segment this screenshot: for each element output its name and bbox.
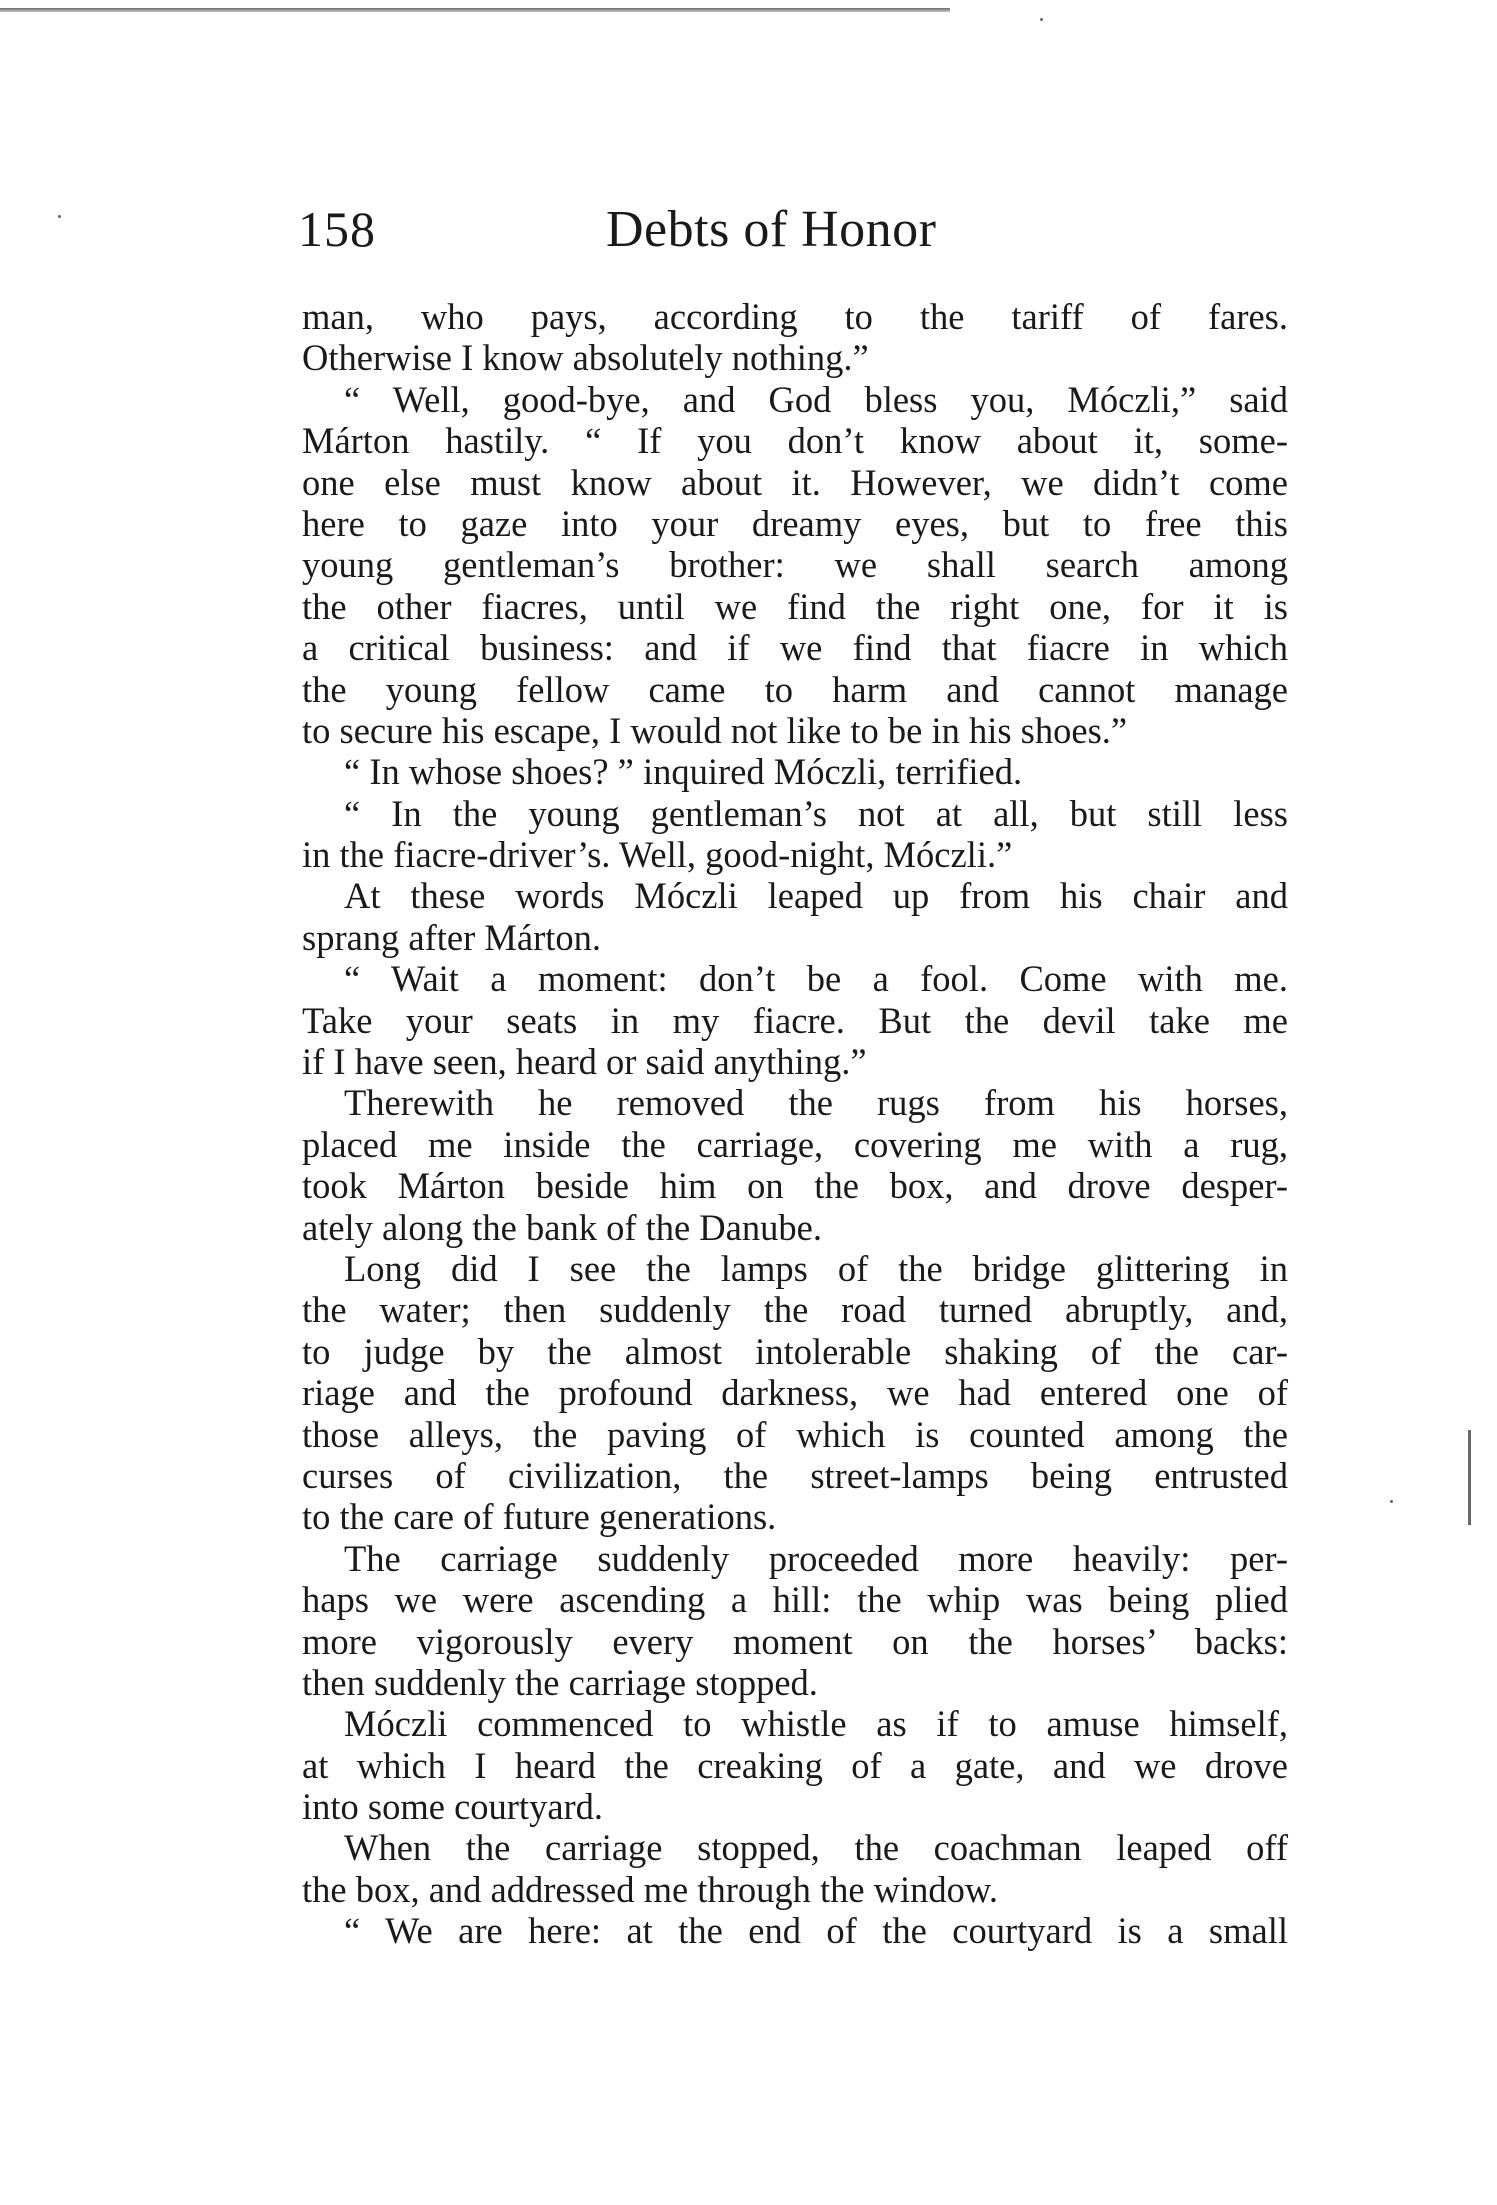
text-line: Móczli commenced to whistle as if to amuse himself, bbox=[344, 1703, 1288, 1745]
body-text bbox=[302, 296, 1288, 1952]
text-line: the young fellow came to harm and cannot manage bbox=[302, 668, 1288, 710]
text-line: if I have seen, heard or said anything.” bbox=[302, 1041, 867, 1083]
text-line: at which I heard the creaking of a gate, and we drove bbox=[302, 1744, 1288, 1786]
text-line: The carriage suddenly proceeded more heavily: per- bbox=[344, 1537, 1288, 1579]
text-line: those alleys, the paving of which is counted among the bbox=[302, 1413, 1288, 1455]
text-line: in the fiacre-driver’s. Well, good-night, Móczli.” bbox=[302, 834, 1013, 876]
text-line: into some courtyard. bbox=[302, 1786, 604, 1828]
text-line: sprang after Márton. bbox=[302, 916, 601, 958]
text-line: “ Well, good-bye, and God bless you, Móczli,” said bbox=[344, 378, 1288, 420]
text-line: man, who pays, according to the tariff of fares. bbox=[302, 296, 1288, 337]
text-line: here to gaze into your dreamy eyes, but to free this bbox=[302, 502, 1288, 544]
text-line: more vigorously every moment on the horses’ backs: bbox=[302, 1620, 1288, 1662]
text-line: a critical business: and if we find that fiacre in which bbox=[302, 627, 1288, 669]
text-line: When the carriage stopped, the coachman leaped off bbox=[344, 1827, 1288, 1869]
text-line: Otherwise I know absolutely nothing.” bbox=[302, 337, 869, 379]
scan-speck bbox=[1040, 18, 1043, 21]
text-line: took Márton beside him on the box, and drove desper- bbox=[302, 1165, 1288, 1207]
text-line: “ In whose shoes? ” inquired Móczli, terrified. bbox=[344, 751, 1023, 793]
text-line: Long did I see the lamps of the bridge glittering in bbox=[344, 1247, 1288, 1289]
text-line: riage and the profound darkness, we had entered one of bbox=[302, 1372, 1288, 1414]
text-line: “ Wait a moment: don’t be a fool. Come with me. bbox=[344, 958, 1288, 1000]
text-line: to judge by the almost intolerable shaking of the car- bbox=[302, 1330, 1288, 1372]
text-line: Therewith he removed the rugs from his horses, bbox=[344, 1082, 1288, 1124]
text-line: the other fiacres, until we find the right one, for it is bbox=[302, 585, 1288, 627]
text-line: ately along the bank of the Danube. bbox=[302, 1206, 822, 1248]
text-line: Take your seats in my fiacre. But the devil take me bbox=[302, 999, 1288, 1041]
page-header bbox=[298, 200, 1298, 270]
text-line: young gentleman’s brother: we shall search among bbox=[302, 544, 1288, 586]
text-line: then suddenly the carriage stopped. bbox=[302, 1661, 818, 1703]
text-line: curses of civilization, the street-lamps being entrusted bbox=[302, 1454, 1288, 1496]
running-head: Debts of Honor bbox=[606, 201, 937, 258]
scan-speck bbox=[1390, 1500, 1393, 1503]
text-line: “ In the young gentleman’s not at all, but still less bbox=[344, 792, 1288, 834]
text-line: to the care of future generations. bbox=[302, 1496, 777, 1538]
text-line: At these words Móczli leaped up from his chair and bbox=[344, 875, 1288, 917]
text-line: the box, and addressed me through the window. bbox=[302, 1868, 999, 1910]
text-line: the water; then suddenly the road turned abruptly, and, bbox=[302, 1289, 1288, 1331]
text-line: to secure his escape, I would not like to be in his shoes.” bbox=[302, 709, 1128, 751]
text-line: “ We are here: at the end of the courtyard is a small bbox=[344, 1910, 1288, 1952]
scan-speck bbox=[58, 215, 61, 218]
text-line: Márton hastily. “ If you don’t know about it, some- bbox=[302, 420, 1288, 462]
scan-margin-mark bbox=[1468, 1430, 1471, 1525]
text-line: one else must know about it. However, we didn’t come bbox=[302, 461, 1288, 503]
page-number: 158 bbox=[298, 201, 376, 257]
scan-edge-rule bbox=[0, 8, 950, 12]
text-line: haps we were ascending a hill: the whip was being plied bbox=[302, 1579, 1288, 1621]
text-line: placed me inside the carriage, covering me with a rug, bbox=[302, 1123, 1288, 1165]
